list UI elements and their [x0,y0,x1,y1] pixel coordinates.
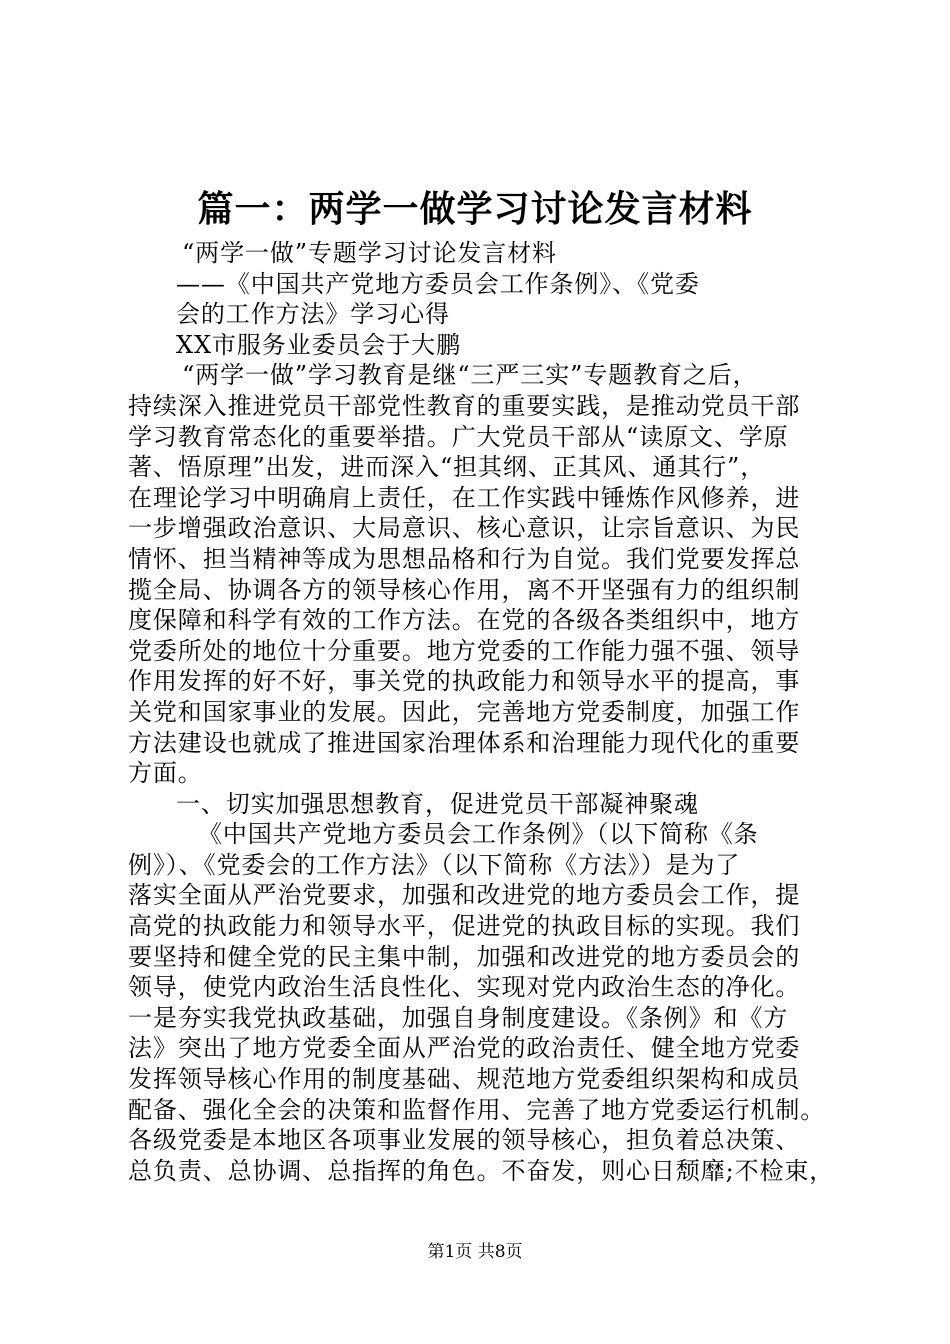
document-body [128,238,836,1186]
paragraph-line: 落实全面从严治党要求，加强和改进党的地方委员会工作，提 [128,881,801,910]
paragraph-line: 揽全局、协调各方的领导核心作用，离不开坚强有力的组织制 [128,575,801,604]
document-title: 篇一：两学一做学习讨论发言材料 [197,189,753,230]
paragraph-line: 党委所处的地位十分重要。地方党委的工作能力强不强、领导 [128,636,801,665]
paragraph-line: 一步增强政治意识、大局意识、核心意识，让宗旨意识、为民 [128,514,801,543]
paragraph-line: 发挥领导核心作用的制度基础、规范地方党委组织架构和成员 [128,1065,801,1094]
paragraph-line: 在理论学习中明确肩上责任，在工作实践中锤炼作风修养，进 [128,483,801,512]
paragraph-line: 学习教育常态化的重要举措。广大党员干部从“读原文、学原 [128,422,789,451]
paragraph-line: 各级党委是本地区各项事业发展的领导核心，担负着总决策、 [128,1126,801,1155]
paragraph-line: 关党和国家事业的发展。因此，完善地方党委制度，加强工作 [128,697,801,726]
paragraph-line: 方面。 [128,759,203,788]
subtitle-line: “两学一做”专题学习讨论发言材料 [182,239,557,267]
paragraph-line: “两学一做”学习教育是继“三严三实”专题教育之后， [182,361,758,390]
paragraph-line: 要坚持和健全党的民主集中制，加强和改进党的地方委员会的 [128,942,801,971]
paragraph-line: 领导，使党内政治生活良性化、实现对党内政治生态的净化。 [128,973,801,1002]
author-line: XX市服务业委员会于大鹏 [176,330,461,359]
paragraph-line: 方法建设也就成了推进国家治理体系和治理能力现代化的重要 [128,728,801,757]
paragraph-line: 情怀、担当精神等成为思想品格和行为自觉。我们党要发挥总 [128,544,801,573]
page-footer: 第1页 共8页 [427,1242,523,1262]
paragraph-line: 高党的执政能力和领导水平，促进党的执政目标的实现。我们 [128,912,801,941]
paragraph-line: 配备、强化全会的决策和监督作用、完善了地方党委运行机制。 [128,1095,826,1124]
paragraph-line: 总负责、总协调、总指挥的角色。不奋发，则心日颓靡;不检束， [128,1156,835,1185]
section-heading: 一、切实加强思想教育，促进党员干部凝神聚魂 [176,789,699,818]
paragraph-line: 度保障和科学有效的工作方法。在党的各级各类组织中，地方 [128,606,801,635]
paragraph-line: 《中国共产党地方委员会工作条例》（以下简称《条 [198,820,759,849]
subtitle-line: ——《中国共产党地方委员会工作条例》、《党委 [176,269,700,298]
paragraph-line: 法》突出了地方党委全面从严治党的政治责任、健全地方党委 [128,1034,801,1063]
paragraph-line: 持续深入推进党员干部党性教育的重要实践，是推动党员干部 [128,391,801,420]
paragraph-line: 一是夯实我党执政基础，加强自身制度建设。《条例》和《方 [128,1003,789,1032]
paragraph-line: 著、悟原理”出发，进而深入“担其纲、正其风、通其行”， [128,453,766,482]
paragraph-line: 作用发挥的好不好，事关党的执政能力和领导水平的提高，事 [128,667,801,696]
subtitle-line: 会的工作方法》学习心得 [176,300,450,329]
paragraph-line: 例》）、《党委会的工作方法》（以下简称《方法》）是为了 [128,850,741,879]
